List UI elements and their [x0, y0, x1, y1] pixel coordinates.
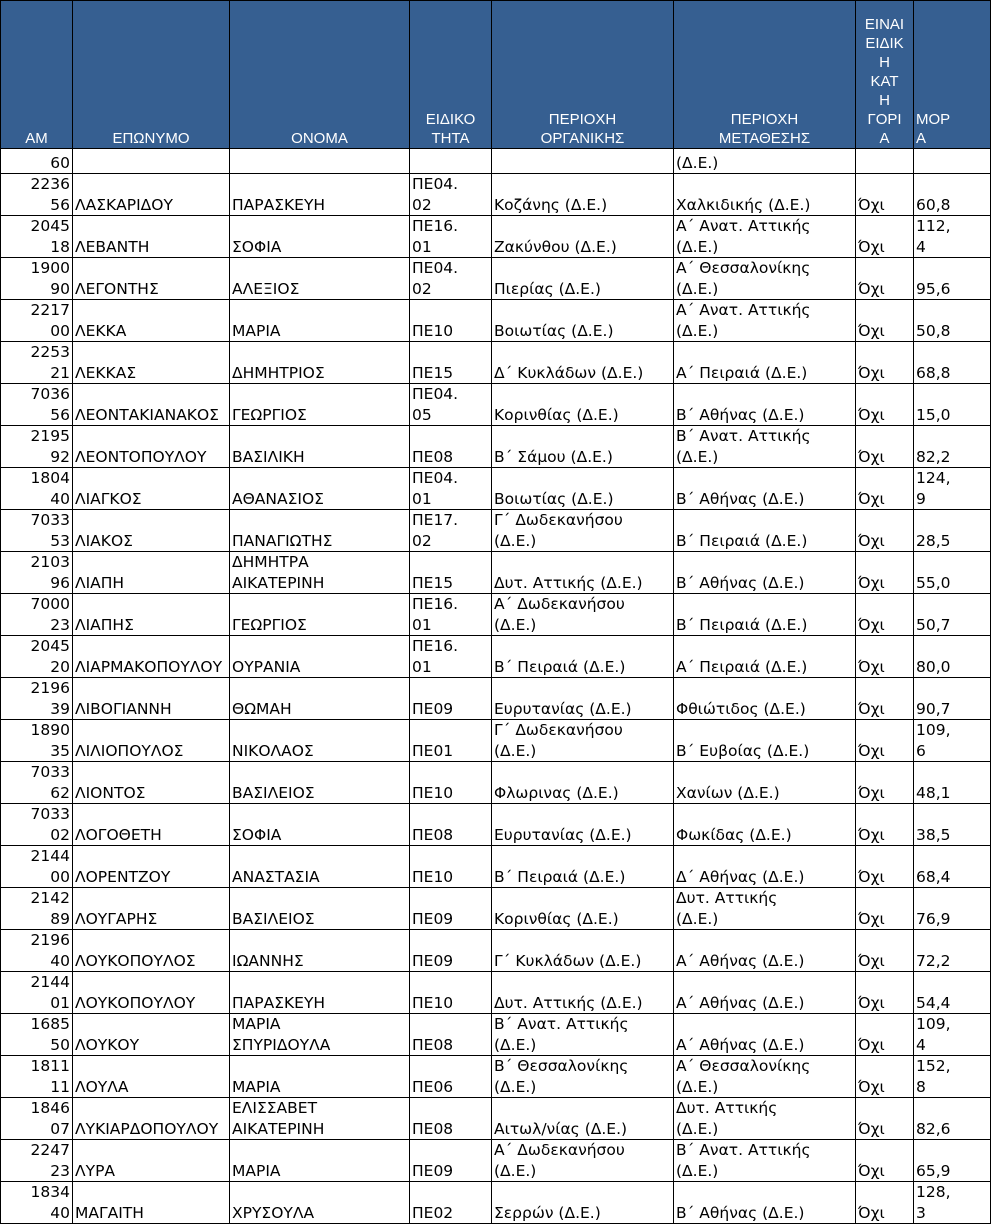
cell-surname: ΛΟΡΕΝΤΖΟΥ [73, 846, 230, 888]
cell-organic-area: Β΄ Πειραιά (Δ.Ε.) [492, 636, 674, 678]
cell-name: ΣΟΦΙΑ [230, 804, 410, 846]
cell-transfer-area: Β΄ Πειραιά (Δ.Ε.) [674, 594, 856, 636]
header-points: ΜΟΡ Α [914, 1, 991, 149]
cell-transfer-area: Α΄ Αθήνας (Δ.Ε.) [674, 930, 856, 972]
cell-surname: ΛΥΡΑ [73, 1140, 230, 1182]
cell-special-category: Όχι [856, 342, 914, 384]
table-row [1, 426, 991, 468]
cell-surname: ΛΥΚΙΑΡΔΟΠΟΥΛΟΥ [73, 1098, 230, 1140]
cell-am: 7033 62 [1, 762, 73, 804]
cell-organic-area: Α΄ Δωδεκανήσου (Δ.Ε.) [492, 1140, 674, 1182]
cell-organic-area: Ευρυτανίας (Δ.Ε.) [492, 678, 674, 720]
cell-am: 2144 01 [1, 972, 73, 1014]
cell-organic-area: Αιτωλ/νίας (Δ.Ε.) [492, 1098, 674, 1140]
cell-am: 2045 20 [1, 636, 73, 678]
cell-am: 7033 53 [1, 510, 73, 552]
cell-specialty: ΠΕ09 [410, 930, 492, 972]
cell-organic-area: Κορινθίας (Δ.Ε.) [492, 888, 674, 930]
cell-am: 2195 92 [1, 426, 73, 468]
cell-surname: ΛΙΛΙΟΠΟΥΛΟΣ [73, 720, 230, 762]
cell-organic-area: Δυτ. Αττικής (Δ.Ε.) [492, 972, 674, 1014]
header-surname: ΕΠΩΝΥΜΟ [73, 1, 230, 149]
cell-specialty: ΠΕ02 [410, 1182, 492, 1224]
cell-name: ΜΑΡΙΑ [230, 1140, 410, 1182]
cell-organic-area: Πιερίας (Δ.Ε.) [492, 258, 674, 300]
cell-am: 2217 00 [1, 300, 73, 342]
cell-points: 82,6 [914, 1098, 991, 1140]
cell-special-category: Όχι [856, 720, 914, 762]
cell-points: 90,7 [914, 678, 991, 720]
cell-specialty: ΠΕ10 [410, 972, 492, 1014]
cell-specialty: ΠΕ10 [410, 846, 492, 888]
table-row [1, 1014, 991, 1056]
cell-am: 1811 11 [1, 1056, 73, 1098]
header-name: ΟΝΟΜΑ [230, 1, 410, 149]
cell-organic-area: Ευρυτανίας (Δ.Ε.) [492, 804, 674, 846]
cell-name: ΕΛΙΣΣΑΒΕΤ ΑΙΚΑΤΕΡΙΝΗ [230, 1098, 410, 1140]
cell-specialty: ΠΕ01 [410, 720, 492, 762]
cell-points: 76,9 [914, 888, 991, 930]
cell-specialty: ΠΕ09 [410, 888, 492, 930]
table-row [1, 552, 991, 594]
table-row [1, 216, 991, 258]
cell-points: 65,9 [914, 1140, 991, 1182]
cell-transfer-area: Α΄ Ανατ. Αττικής (Δ.Ε.) [674, 300, 856, 342]
cell-am: 1685 50 [1, 1014, 73, 1056]
cell-name: ΝΙΚΟΛΑΟΣ [230, 720, 410, 762]
cell-transfer-area: Φωκίδας (Δ.Ε.) [674, 804, 856, 846]
table-row [1, 888, 991, 930]
cell-surname: ΛΙΑΠΗ [73, 552, 230, 594]
cell-organic-area: Γ΄ Δωδεκανήσου (Δ.Ε.) [492, 720, 674, 762]
cell-organic-area: Φλωρινας (Δ.Ε.) [492, 762, 674, 804]
cell-special-category: Όχι [856, 468, 914, 510]
cell-surname: ΛΟΥΛΑ [73, 1056, 230, 1098]
cell-special-category: Όχι [856, 594, 914, 636]
cell-surname [73, 149, 230, 174]
cell-special-category: Όχι [856, 1140, 914, 1182]
cell-specialty: ΠΕ09 [410, 678, 492, 720]
cell-name: ΜΑΡΙΑ [230, 300, 410, 342]
cell-am: 1900 90 [1, 258, 73, 300]
cell-special-category: Όχι [856, 174, 914, 216]
cell-points: 50,8 [914, 300, 991, 342]
cell-transfer-area: Φθιώτιδος (Δ.Ε.) [674, 678, 856, 720]
cell-name: ΒΑΣΙΛΕΙΟΣ [230, 762, 410, 804]
cell-special-category: Όχι [856, 510, 914, 552]
header-am: ΑΜ [1, 1, 73, 149]
cell-name: ΘΩΜΑΗ [230, 678, 410, 720]
header-row [1, 1, 991, 149]
table-row [1, 1056, 991, 1098]
cell-organic-area: Γ΄ Κυκλάδων (Δ.Ε.) [492, 930, 674, 972]
table-row [1, 258, 991, 300]
cell-organic-area: Βοιωτίας (Δ.Ε.) [492, 300, 674, 342]
cell-points: 48,1 [914, 762, 991, 804]
cell-points: 68,8 [914, 342, 991, 384]
cell-organic-area: Σερρών (Δ.Ε.) [492, 1182, 674, 1224]
cell-organic-area: Βοιωτίας (Δ.Ε.) [492, 468, 674, 510]
cell-am: 2247 23 [1, 1140, 73, 1182]
cell-surname: ΛΕΟΝΤΟΠΟΥΛΟΥ [73, 426, 230, 468]
cell-points: 68,4 [914, 846, 991, 888]
cell-points: 109, 6 [914, 720, 991, 762]
cell-points: 80,0 [914, 636, 991, 678]
cell-specialty: ΠΕ08 [410, 1098, 492, 1140]
cell-transfer-area: Β΄ Ανατ. Αττικής (Δ.Ε.) [674, 1140, 856, 1182]
cell-transfer-area: Α΄ Πειραιά (Δ.Ε.) [674, 636, 856, 678]
cell-specialty: ΠΕ16. 01 [410, 216, 492, 258]
cell-special-category: Όχι [856, 216, 914, 258]
cell-organic-area: Α΄ Δωδεκανήσου (Δ.Ε.) [492, 594, 674, 636]
cell-am: 1846 07 [1, 1098, 73, 1140]
cell-surname: ΛΟΥΚΟΥ [73, 1014, 230, 1056]
cell-points: 28,5 [914, 510, 991, 552]
cell-am: 2045 18 [1, 216, 73, 258]
cell-transfer-area: Α΄ Πειραιά (Δ.Ε.) [674, 342, 856, 384]
table-row-partial [1, 149, 991, 174]
cell-surname: ΛΟΥΚΟΠΟΥΛΟΥ [73, 972, 230, 1014]
cell-am: 2103 96 [1, 552, 73, 594]
cell-specialty [410, 149, 492, 174]
table-row [1, 174, 991, 216]
cell-surname: ΛΟΥΓΑΡΗΣ [73, 888, 230, 930]
cell-name: ΔΗΜΗΤΡΙΟΣ [230, 342, 410, 384]
cell-points: 55,0 [914, 552, 991, 594]
table-row [1, 510, 991, 552]
cell-am: 2253 21 [1, 342, 73, 384]
cell-special-category [856, 149, 914, 174]
cell-specialty: ΠΕ04. 02 [410, 258, 492, 300]
cell-points: 54,4 [914, 972, 991, 1014]
cell-surname: ΛΕΓΟΝΤΗΣ [73, 258, 230, 300]
cell-surname: ΛΙΑΓΚΟΣ [73, 468, 230, 510]
cell-points: 50,7 [914, 594, 991, 636]
cell-name: ΑΛΕΞΙΟΣ [230, 258, 410, 300]
cell-points: 60,8 [914, 174, 991, 216]
cell-surname: ΛΕΟΝΤΑΚΙΑΝΑΚΟΣ [73, 384, 230, 426]
table-row [1, 678, 991, 720]
cell-points: 109, 4 [914, 1014, 991, 1056]
cell-name: ΠΑΡΑΣΚΕΥΗ [230, 174, 410, 216]
cell-name: ΔΗΜΗΤΡΑ ΑΙΚΑΤΕΡΙΝΗ [230, 552, 410, 594]
cell-specialty: ΠΕ15 [410, 342, 492, 384]
cell-points: 112, 4 [914, 216, 991, 258]
table-row [1, 720, 991, 762]
cell-organic-area: Β΄ Πειραιά (Δ.Ε.) [492, 846, 674, 888]
cell-name: ΓΕΩΡΓΙΟΣ [230, 384, 410, 426]
cell-points: 15,0 [914, 384, 991, 426]
cell-am: 2196 40 [1, 930, 73, 972]
cell-specialty: ΠΕ04. 05 [410, 384, 492, 426]
cell-name: ΟΥΡΑΝΙΑ [230, 636, 410, 678]
cell-points: 128, 3 [914, 1182, 991, 1224]
cell-organic-area: Β΄ Σάμου (Δ.Ε.) [492, 426, 674, 468]
cell-name: ΑΝΑΣΤΑΣΙΑ [230, 846, 410, 888]
cell-specialty: ΠΕ16. 01 [410, 594, 492, 636]
cell-name: ΜΑΡΙΑ [230, 1056, 410, 1098]
cell-surname: ΛΙΑΠΗΣ [73, 594, 230, 636]
cell-special-category: Όχι [856, 1056, 914, 1098]
cell-points: 152, 8 [914, 1056, 991, 1098]
cell-organic-area: Β΄ Ανατ. Αττικής (Δ.Ε.) [492, 1014, 674, 1056]
table-row [1, 384, 991, 426]
cell-am: 2236 56 [1, 174, 73, 216]
cell-transfer-area: Α΄ Αθήνας (Δ.Ε.) [674, 972, 856, 1014]
cell-special-category: Όχι [856, 1098, 914, 1140]
cell-transfer-area: Β΄ Αθήνας (Δ.Ε.) [674, 552, 856, 594]
cell-name: ΧΡΥΣΟΥΛΑ [230, 1182, 410, 1224]
cell-surname: ΛΕΚΚΑΣ [73, 342, 230, 384]
cell-special-category: Όχι [856, 888, 914, 930]
cell-points: 124, 9 [914, 468, 991, 510]
table-row [1, 972, 991, 1014]
cell-transfer-area: Χαλκιδικής (Δ.Ε.) [674, 174, 856, 216]
cell-points: 72,2 [914, 930, 991, 972]
cell-specialty: ΠΕ06 [410, 1056, 492, 1098]
cell-surname: ΛΟΥΚΟΠΟΥΛΟΣ [73, 930, 230, 972]
cell-surname: ΛΙΒΟΓΙΑΝΝΗ [73, 678, 230, 720]
cell-transfer-area: Β΄ Ανατ. Αττικής (Δ.Ε.) [674, 426, 856, 468]
cell-name: ΣΟΦΙΑ [230, 216, 410, 258]
cell-transfer-area: Β΄ Αθήνας (Δ.Ε.) [674, 384, 856, 426]
cell-specialty: ΠΕ15 [410, 552, 492, 594]
cell-surname: ΛΕΚΚΑ [73, 300, 230, 342]
cell-specialty: ΠΕ08 [410, 1014, 492, 1056]
cell-organic-area: Δ΄ Κυκλάδων (Δ.Ε.) [492, 342, 674, 384]
table-row [1, 594, 991, 636]
cell-surname: ΛΙΟΝΤΟΣ [73, 762, 230, 804]
cell-name: ΓΕΩΡΓΙΟΣ [230, 594, 410, 636]
cell-name: ΜΑΡΙΑ ΣΠΥΡΙΔΟΥΛΑ [230, 1014, 410, 1056]
cell-transfer-area: Δυτ. Αττικής (Δ.Ε.) [674, 888, 856, 930]
cell-special-category: Όχι [856, 300, 914, 342]
cell-name: ΠΑΡΑΣΚΕΥΗ [230, 972, 410, 1014]
cell-organic-area: Δυτ. Αττικής (Δ.Ε.) [492, 552, 674, 594]
header-transfer-area: ΠΕΡΙΟΧΗ ΜΕΤΑΘΕΣΗΣ [674, 1, 856, 149]
table-row [1, 1140, 991, 1182]
cell-am: 60 [1, 149, 73, 174]
cell-special-category: Όχι [856, 426, 914, 468]
cell-surname: ΛΙΑΡΜΑΚΟΠΟΥΛΟΥ [73, 636, 230, 678]
table-row [1, 762, 991, 804]
cell-surname: ΛΑΣΚΑΡΙΔΟΥ [73, 174, 230, 216]
table-row [1, 846, 991, 888]
cell-special-category: Όχι [856, 384, 914, 426]
cell-points [914, 149, 991, 174]
cell-special-category: Όχι [856, 846, 914, 888]
cell-special-category: Όχι [856, 1182, 914, 1224]
cell-specialty: ΠΕ08 [410, 804, 492, 846]
cell-transfer-area: Δ΄ Αθήνας (Δ.Ε.) [674, 846, 856, 888]
cell-special-category: Όχι [856, 636, 914, 678]
cell-name: ΙΩΑΝΝΗΣ [230, 930, 410, 972]
cell-organic-area: Κοζάνης (Δ.Ε.) [492, 174, 674, 216]
table-row [1, 342, 991, 384]
cell-transfer-area: Δυτ. Αττικής (Δ.Ε.) [674, 1098, 856, 1140]
cell-transfer-area: (Δ.Ε.) [674, 149, 856, 174]
cell-am: 1804 40 [1, 468, 73, 510]
cell-am: 2196 39 [1, 678, 73, 720]
cell-name: ΒΑΣΙΛΙΚΗ [230, 426, 410, 468]
cell-transfer-area: Α΄ Θεσσαλονίκης (Δ.Ε.) [674, 1056, 856, 1098]
cell-special-category: Όχι [856, 804, 914, 846]
cell-specialty: ΠΕ08 [410, 426, 492, 468]
cell-surname: ΛΕΒΑΝΤΗ [73, 216, 230, 258]
cell-am: 1834 40 [1, 1182, 73, 1224]
cell-transfer-area: Β΄ Αθήνας (Δ.Ε.) [674, 468, 856, 510]
cell-special-category: Όχι [856, 678, 914, 720]
cell-points: 95,6 [914, 258, 991, 300]
cell-name: ΠΑΝΑΓΙΩΤΗΣ [230, 510, 410, 552]
table-row [1, 300, 991, 342]
table-row [1, 1182, 991, 1224]
cell-transfer-area: Α΄ Αθήνας (Δ.Ε.) [674, 1014, 856, 1056]
cell-am: 1890 35 [1, 720, 73, 762]
cell-points: 38,5 [914, 804, 991, 846]
table-row [1, 804, 991, 846]
cell-specialty: ΠΕ10 [410, 762, 492, 804]
cell-name: ΑΘΑΝΑΣΙΟΣ [230, 468, 410, 510]
cell-am: 7033 02 [1, 804, 73, 846]
table-row [1, 1098, 991, 1140]
cell-transfer-area: Α΄ Ανατ. Αττικής (Δ.Ε.) [674, 216, 856, 258]
cell-specialty: ΠΕ17. 02 [410, 510, 492, 552]
cell-specialty: ΠΕ16. 01 [410, 636, 492, 678]
cell-transfer-area: Χανίων (Δ.Ε.) [674, 762, 856, 804]
table-row [1, 636, 991, 678]
cell-specialty: ΠΕ09 [410, 1140, 492, 1182]
cell-organic-area: Ζακύνθου (Δ.Ε.) [492, 216, 674, 258]
cell-organic-area [492, 149, 674, 174]
cell-points: 82,2 [914, 426, 991, 468]
cell-surname: ΛΟΓΟΘΕΤΗ [73, 804, 230, 846]
cell-name [230, 149, 410, 174]
cell-special-category: Όχι [856, 930, 914, 972]
cell-specialty: ΠΕ10 [410, 300, 492, 342]
cell-transfer-area: Β΄ Πειραιά (Δ.Ε.) [674, 510, 856, 552]
cell-organic-area: Β΄ Θεσσαλονίκης (Δ.Ε.) [492, 1056, 674, 1098]
cell-am: 2144 00 [1, 846, 73, 888]
cell-name: ΒΑΣΙΛΕΙΟΣ [230, 888, 410, 930]
cell-special-category: Όχι [856, 762, 914, 804]
header-special-category: ΕΙΝΑΙ ΕΙΔΙΚ Η ΚΑΤ Η ΓΟΡΙ Α [856, 1, 914, 149]
cell-organic-area: Κορινθίας (Δ.Ε.) [492, 384, 674, 426]
cell-special-category: Όχι [856, 552, 914, 594]
cell-transfer-area: Β΄ Ευβοίας (Δ.Ε.) [674, 720, 856, 762]
header-specialty: ΕΙΔΙΚΟ ΤΗΤΑ [410, 1, 492, 149]
cell-surname: ΜΑΓΑΙΤΗ [73, 1182, 230, 1224]
cell-am: 7000 23 [1, 594, 73, 636]
cell-am: 2142 89 [1, 888, 73, 930]
table-row [1, 468, 991, 510]
cell-transfer-area: Β΄ Αθήνας (Δ.Ε.) [674, 1182, 856, 1224]
header-organic-area: ΠΕΡΙΟΧΗ ΟΡΓΑΝΙΚΗΣ [492, 1, 674, 149]
cell-specialty: ΠΕ04. 01 [410, 468, 492, 510]
cell-special-category: Όχι [856, 972, 914, 1014]
cell-specialty: ΠΕ04. 02 [410, 174, 492, 216]
cell-surname: ΛΙΑΚΟΣ [73, 510, 230, 552]
cell-organic-area: Γ΄ Δωδεκανήσου (Δ.Ε.) [492, 510, 674, 552]
cell-special-category: Όχι [856, 1014, 914, 1056]
cell-am: 7036 56 [1, 384, 73, 426]
cell-transfer-area: Α΄ Θεσσαλονίκης (Δ.Ε.) [674, 258, 856, 300]
table-row [1, 930, 991, 972]
cell-special-category: Όχι [856, 258, 914, 300]
